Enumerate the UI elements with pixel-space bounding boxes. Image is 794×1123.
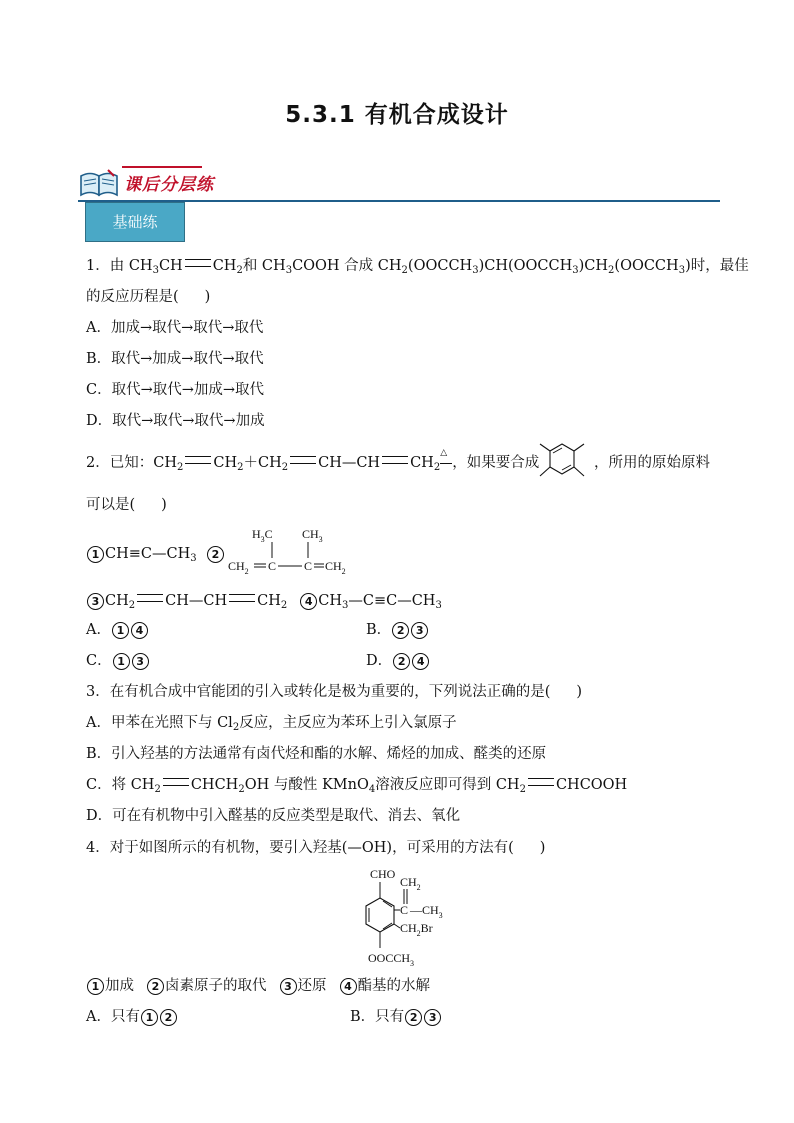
- svg-text:C: C: [304, 559, 313, 573]
- q4-option-b: B．只有 2 3: [350, 1007, 442, 1027]
- q1-option-a: A．加成→取代→取代→取代: [86, 320, 264, 336]
- q2-option-d: D． 2 4: [366, 651, 430, 671]
- q2-item-1: 1 $CH\equiv C—CH_3$: [86, 544, 197, 564]
- q4-stem: 4．对于如图所示的有机物，要引入羟基(—OH)，可采用的方法有( ): [86, 840, 546, 856]
- q1-stem-line2: 的反应历程是( ): [86, 289, 211, 305]
- q4-methods: 1 加成 2 卤素原子的取代 3 还原 4 酯基的水解: [86, 976, 430, 996]
- heat-symbol: △: [440, 448, 448, 458]
- q1-option-b: B．取代→加成→取代→取代: [86, 351, 264, 367]
- svg-text:—CH3: $—CH_3$: [410, 903, 443, 920]
- svg-text:CH2: $CH_2$: [400, 875, 421, 892]
- q1-option-c: C．取代→取代→加成→取代: [86, 382, 265, 398]
- svg-text:C: C: [268, 559, 277, 573]
- q3-option-b: B．引入羟基的方法通常有卤代烃和酯的水解、烯烃的加成、醛类的还原: [86, 746, 547, 762]
- svg-text:CH2: $CH_2$: [325, 559, 346, 576]
- q2-stem-line2: 可以是( ): [86, 497, 167, 513]
- q4-molecule-structure: [344, 864, 464, 968]
- q2-target-ring-structure: [536, 440, 588, 484]
- q1-option-d: D．取代→取代→取代→加成: [86, 413, 265, 429]
- q2-stem: 2．已知：$CH_2$ $CH_2+CH_2$ CH—CH $CH_2$ △ ，如果要合成: [86, 453, 539, 473]
- q3-option-c: C．将 $CH_2$ $CHCH_2OH$ 与酸性 KMnO$_4$溶液反应即可得到 $CH_2$ CHCOOH: [86, 777, 628, 795]
- svg-text:C: C: [400, 903, 409, 917]
- q3-option-a: A．甲苯在光照下与 $Cl_2$反应，主反应为苯环上引入氯原子: [86, 715, 457, 733]
- q2-stem-tail: ，所用的原始原料: [594, 455, 710, 471]
- svg-text:OOCCH3: $OOCCH_3$: [368, 951, 415, 968]
- q3-stem: 3．在有机合成中官能团的引入或转化是极为重要的，下列说法正确的是( ): [86, 684, 583, 700]
- q2-items-3-4: 3 $CH_2$ CH—CH $CH_2$ 4 $CH_3—C\equiv C—CH_3$: [86, 591, 442, 611]
- svg-text:CH2Br: $CH_2Br$: [400, 921, 433, 938]
- svg-text:H3C: $H_3C$: [252, 527, 273, 544]
- page-title: 5.3.1 有机合成设计: [285, 102, 509, 128]
- q1-stem: 1．由 $CH_3CH$ $CH_2$和 $CH_3COOH$ 合成 $CH_2(OOCCH_3)CH(OOCCH_3)CH_2(OOCCH_3)$时，最佳: [86, 258, 749, 276]
- banner-accent-line: [122, 166, 202, 168]
- book-icon: [78, 168, 122, 198]
- q2-option-b: B． 2 3: [366, 620, 429, 640]
- section-tag: 基础练: [85, 202, 185, 242]
- svg-text:CHO: CHO: [370, 867, 396, 881]
- q2-item-2-structure: [226, 524, 356, 578]
- section-banner: [78, 162, 720, 202]
- q4-option-a: A．只有 1 2: [86, 1007, 178, 1027]
- svg-text:CH2: $CH_2$: [228, 559, 249, 576]
- svg-text:CH3: $CH_3$: [302, 527, 323, 544]
- q3-option-d: D．可在有机物中引入醛基的反应类型是取代、消去、氧化: [86, 808, 461, 824]
- banner-label: 课后分层练: [124, 175, 214, 195]
- q2-item-2-number: 2: [206, 544, 225, 564]
- q2-option-a: A． 1 4: [86, 620, 149, 640]
- q2-option-c: C． 1 3: [86, 651, 150, 671]
